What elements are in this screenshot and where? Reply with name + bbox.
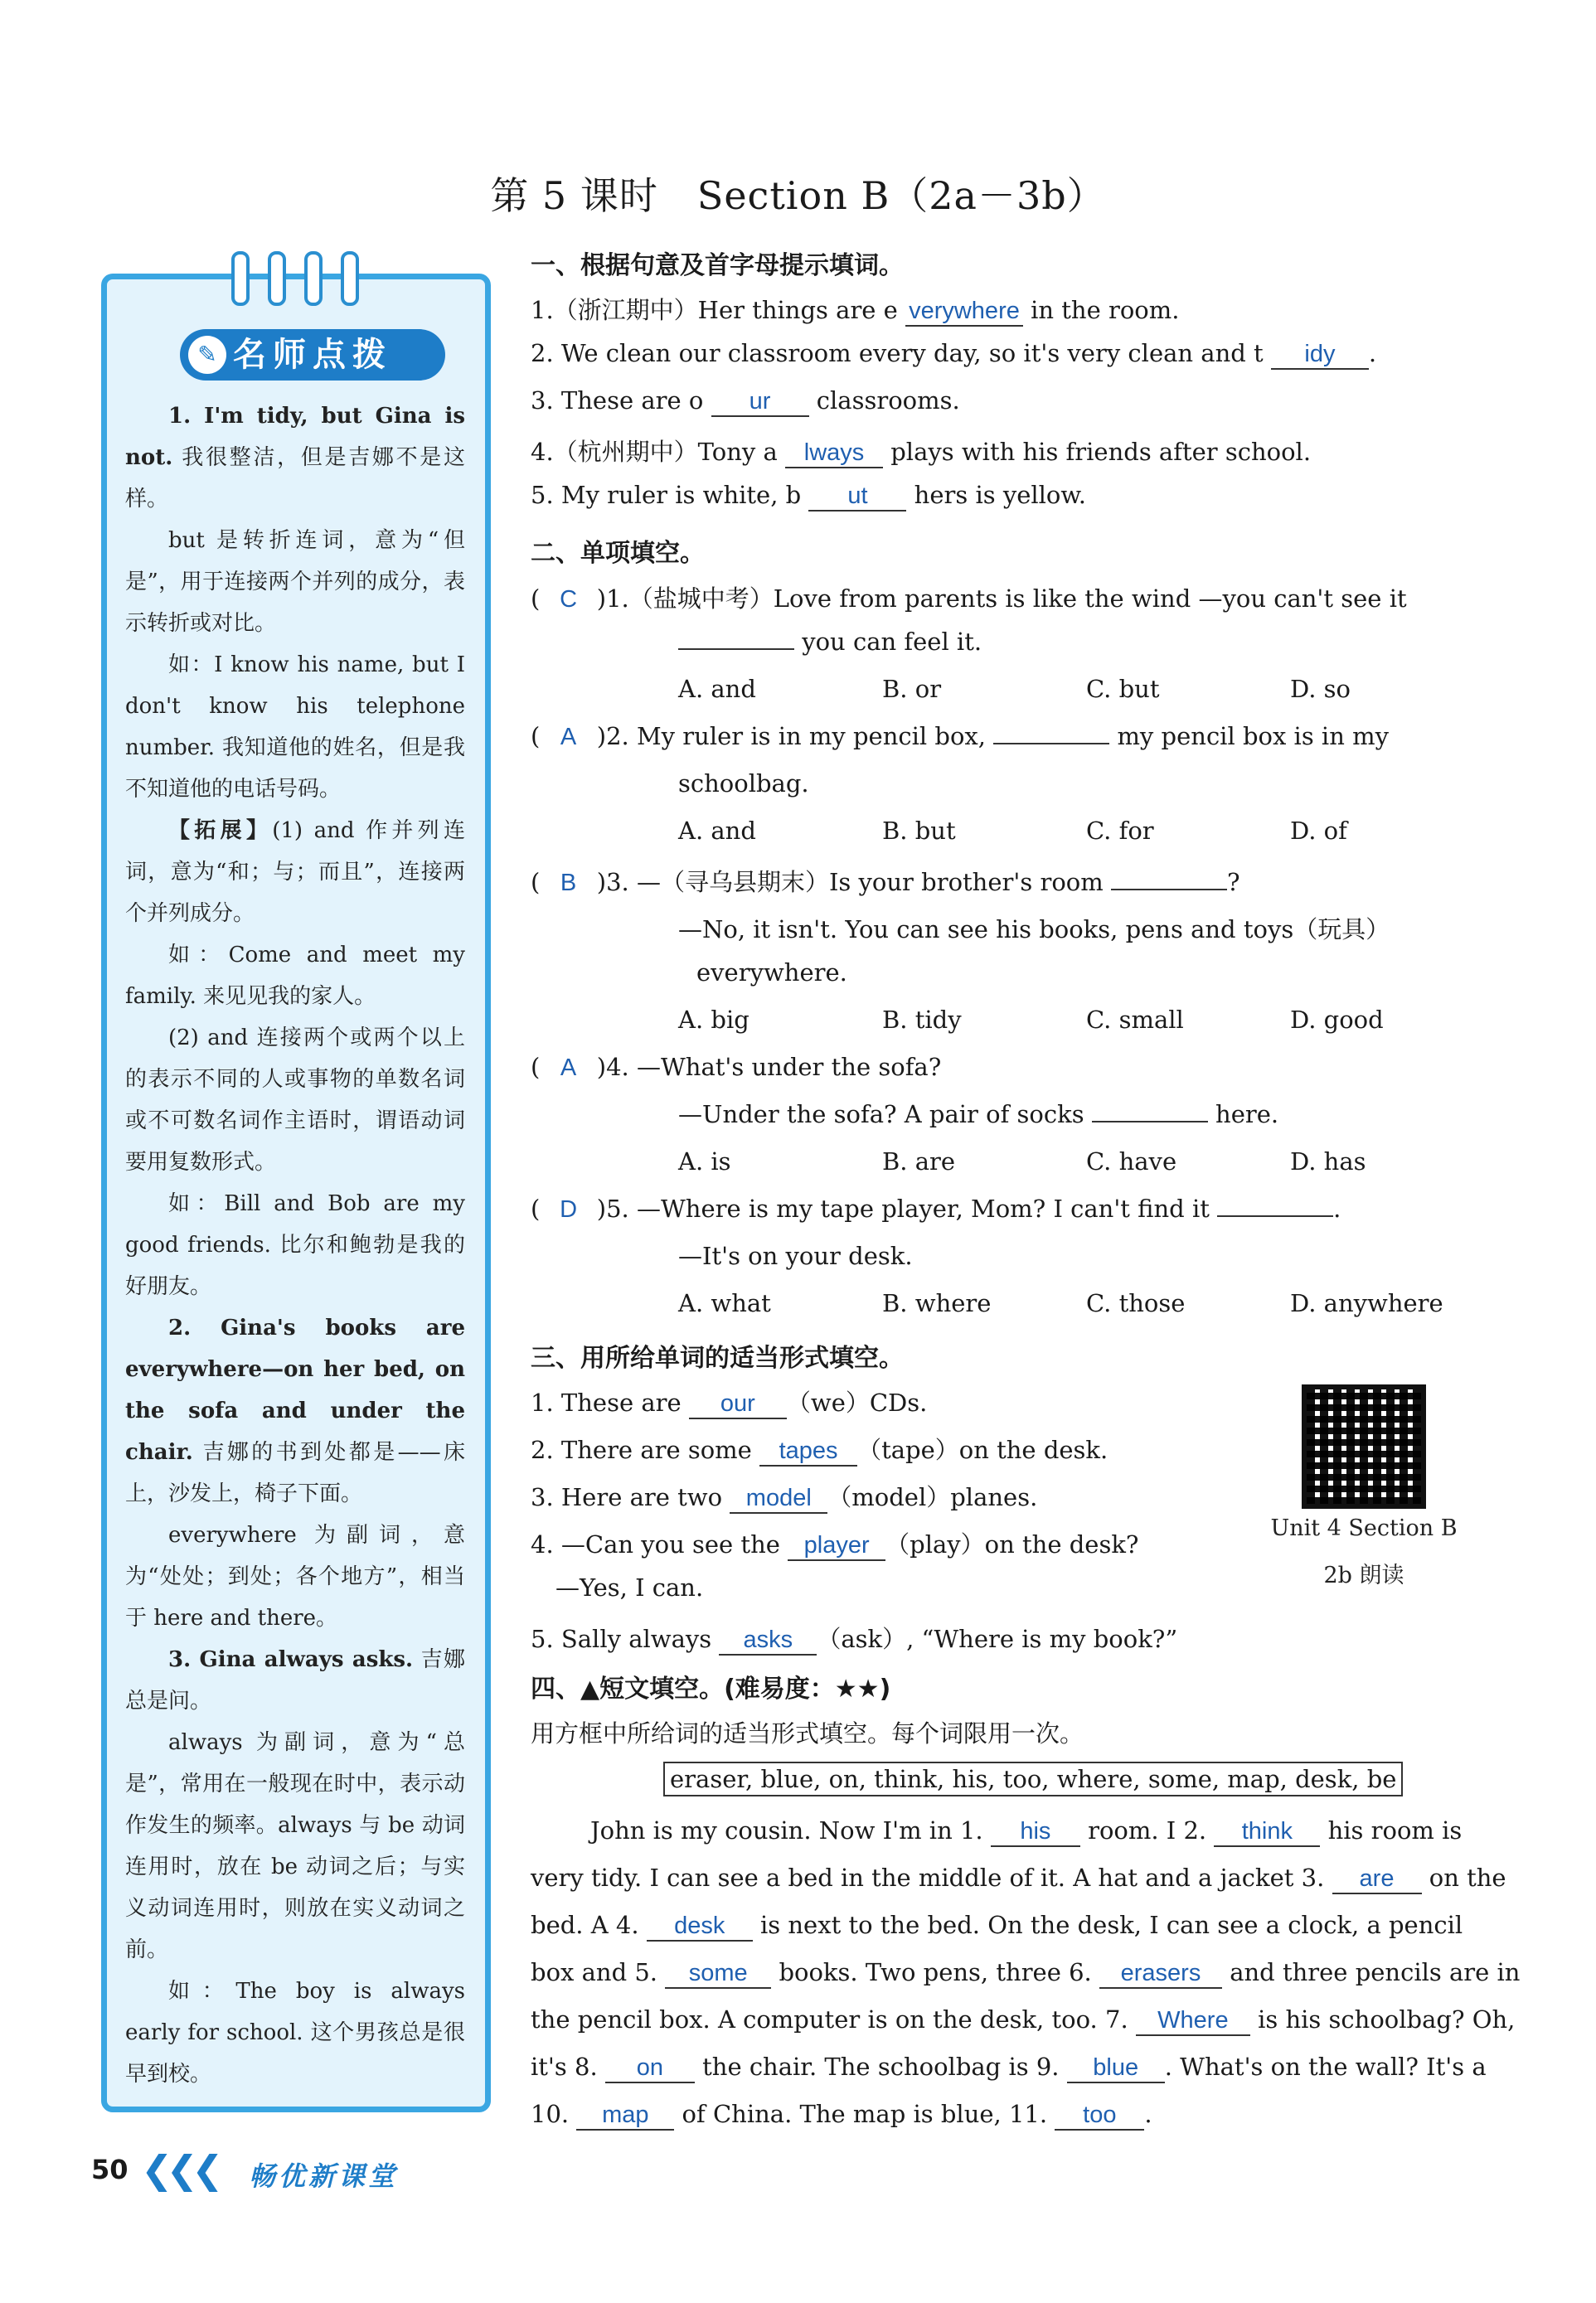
mc-stem: 3. —（寻乌县期末）Is your brother's room [606,868,1104,896]
answer-blank [1092,1121,1208,1122]
fill-answer: idy [1271,341,1369,370]
form-item: 2. There are some tapes （tape）on the desk. [531,1432,1108,1467]
mc-stem: 1.（盐城中考）Love from parents is like the wind —you can't see it [606,584,1407,613]
mc-stem: you can feel it. [802,628,982,656]
sidebar-paragraph: 3. Gina always asks. 吉娜总是问。 [125,1647,465,1714]
mc-option: A. and [678,817,756,845]
mc-option: D. good [1290,1006,1384,1034]
sidebar-header [180,329,445,381]
mc-option: D. so [1290,675,1351,703]
mc-options-1 [678,675,1494,703]
pen-icon: ✎ [188,336,226,374]
passage-line: 10. map of China. The map is blue, 11. too . [531,2100,1152,2131]
mc-question-3: ( B )3. —（寻乌县期末）Is your brother's room ? [531,868,1240,896]
mc-answer: A [560,1055,577,1081]
fill-item: 3. These are o ur classrooms. [531,386,960,417]
fill-item: 5. My ruler is white, b ut hers is yellow. [531,481,1086,512]
mc-option: D. has [1290,1147,1366,1176]
mc-option: D. of [1290,817,1347,845]
mc-option: B. tidy [882,1006,962,1034]
passage-answer: Where [1136,2007,1250,2036]
mc-option: A. and [678,675,756,703]
chevron-left-icon: ❮❮❮ [141,2147,217,2192]
fill-answer: verywhere [905,298,1023,327]
sidebar-paragraph: (2) and 连接两个或两个以上的表示不同的人或事物的单数名词或不可数名词作主语时，谓语动词要用复数形式。 [125,1025,465,1175]
mc-stem: —It's on your desk. [678,1242,913,1270]
binder-rings [231,251,377,309]
passage-answer: his [991,1818,1080,1847]
sidebar-paragraph: 如：Come and meet my family. 来见见我的家人。 [125,943,465,1009]
mc-option: C. but [1086,675,1160,703]
mc-question-5: ( D )5. —Where is my tape player, Mom? I can't find it . [531,1195,1341,1223]
sidebar-body [125,395,465,2095]
mc-stem: . [1333,1195,1341,1223]
qr-caption: Unit 4 Section B [1270,1515,1458,1541]
answer-blank [1111,889,1227,890]
mc-option: C. for [1086,817,1154,845]
brand-name: 畅优新课堂 [249,2160,399,2192]
ring-icon [341,251,359,306]
part4-instruction: 用方框中所给词的适当形式填空。每个词限用一次。 [531,1719,1084,1748]
mc-option: C. have [1086,1147,1177,1176]
form-item: —Yes, I can. [555,1573,704,1602]
fill-item: 1.（浙江期中）Her things are e verywhere in the room. [531,292,1179,327]
sidebar-paragraph: 如：I know his name, but I don't know his telephone number. 我知道他的姓名，但是我不知道他的电话号码。 [125,652,465,802]
mc-stem: —No, it isn't. You can see his books, pens and toys（玩具） [678,915,1390,943]
ring-icon [268,251,286,306]
part2-heading: 二、单项填空。 [531,539,705,568]
passage-answer: blue [1067,2054,1165,2083]
form-item: 3. Here are two model （model）planes. [531,1479,1037,1514]
mc-stem: schoolbag. [678,769,809,798]
form-answer: tapes [759,1438,857,1467]
mc-answer: C [560,586,578,613]
mc-question-1-line2 [678,628,982,656]
mc-stem: —Under the sofa? A pair of socks [678,1100,1084,1128]
qr-code-icon[interactable] [1302,1384,1426,1509]
ring-icon [231,251,250,306]
mc-question-4: ( A )4. —What's under the sofa? [531,1053,942,1081]
form-answer: player [788,1532,885,1561]
ring-icon [304,251,323,306]
mc-question-2: ( A )2. My ruler is in my pencil box, my pencil box is in my [531,722,1389,750]
mc-option: B. are [882,1147,956,1176]
page-title: 第 5 课时 Section B（2a－3b） [490,173,1106,218]
fill-item: 2. We clean our classroom every day, so it's very clean and t idy . [531,339,1376,370]
part3-heading: 三、用所给单词的适当形式填空。 [531,1344,904,1373]
word-box [663,1762,1403,1796]
mc-option: A. what [678,1289,771,1317]
passage-line: very tidy. I can see a bed in the middle of it. A hat and a jacket 3. are on the [531,1864,1506,1894]
passage-line: box and 5. some books. Two pens, three 6. erasers and three pencils are in [531,1958,1520,1989]
form-item: 5. Sally always asks （ask）, “Where is my book?” [531,1621,1177,1656]
mc-options-3 [678,1006,1494,1034]
passage-answer: on [605,2054,695,2083]
page-number: 50 [91,2154,129,2185]
mc-stem: everywhere. [696,958,847,987]
answer-blank [678,648,794,650]
form-answer: model [730,1485,827,1514]
mc-options-4 [678,1147,1494,1176]
mc-options-2 [678,817,1494,845]
sidebar-header-text: 名师点拨 [233,336,392,374]
mc-option: C. small [1086,1006,1184,1034]
mc-option: C. those [1086,1289,1186,1317]
mc-option: D. anywhere [1290,1289,1443,1317]
answer-blank [993,743,1109,744]
mc-question-1: ( C )1.（盐城中考）Love from parents is like the wind —you can't see it [531,584,1407,613]
tip-sidebar [101,274,491,2112]
mc-stem: 5. —Where is my tape player, Mom? I can't find it [606,1195,1210,1223]
sidebar-paragraph: everywhere 为副词，意为“处处；到处；各个地方”，相当于 here and there。 [125,1523,465,1631]
fill-answer: ut [808,482,906,512]
sidebar-paragraph: always 为副词，意为“总是”，常用在一般现在时中，表示动作发生的频率。always 与 be 动词连用时，放在 be 动词之后；与实义动词连用时，则放在实义动词之前。 [125,1730,465,1962]
mc-option: A. is [678,1147,731,1176]
mc-answer: D [560,1196,578,1223]
passage-line: bed. A 4. desk is next to the bed. On the desk, I can see a clock, a pencil [531,1911,1463,1942]
passage-answer: map [576,2102,674,2131]
form-item: 1. These are our （we）CDs. [531,1384,927,1419]
mc-option: A. big [678,1006,749,1034]
sidebar-paragraph: 如：The boy is always early for school. 这个男孩总是很早到校。 [125,1979,465,2087]
form-item: 4. —Can you see the player （play）on the desk? [531,1526,1138,1561]
form-answer: our [689,1390,787,1419]
mc-options-5 [678,1289,1494,1317]
passage-line: John is my cousin. Now I'm in 1. his room. I 2. think his room is [590,1816,1462,1847]
part4-heading: 四、▲短文填空。(难易度：★★) [531,1675,891,1704]
word-box-text: eraser, blue, on, think, his, too, where, some, map, desk, be [663,1762,1403,1796]
mc-question-4-line2 [678,1100,1278,1128]
mc-answer: B [560,870,577,896]
mc-answer: A [560,724,577,750]
mc-stem: my pencil box is in my [1117,722,1389,750]
passage-answer: think [1214,1818,1320,1847]
mc-option: B. but [882,817,956,845]
passage-answer: too [1055,2102,1144,2131]
passage-line: the pencil box. A computer is on the desk, too. 7. Where is his schoolbag? Oh, [531,2005,1515,2036]
mc-stem: ? [1226,868,1240,896]
sidebar-paragraph: 如：Bill and Bob are my good friends. 比尔和鲍勃是我的好朋友。 [125,1191,465,1299]
passage-answer: desk [647,1913,753,1942]
form-answer: asks [719,1627,817,1656]
mc-option: B. or [882,675,942,703]
passage-answer: erasers [1099,1960,1222,1989]
mc-stem: 2. My ruler is in my pencil box, [606,722,986,750]
answer-blank [1217,1215,1333,1217]
qr-caption: 2b 朗读 [1323,1563,1404,1588]
passage-answer: some [665,1960,771,1989]
passage-line: it's 8. on the chair. The schoolbag is 9. blue . What's on the wall? It's a [531,2053,1487,2083]
part1-heading: 一、根据句意及首字母提示填词。 [531,251,904,280]
mc-stem: 4. —What's under the sofa? [606,1053,942,1081]
passage-answer: are [1332,1865,1422,1894]
sidebar-paragraph: 1. I'm tidy, but Gina is not. 我很整洁，但是吉娜不是这样。 [125,404,465,512]
mc-stem: here. [1215,1100,1279,1128]
mc-option: B. where [882,1289,992,1317]
sidebar-paragraph: 【拓展】(1) and 作并列连词，意为“和；与；而且”，连接两个并列成分。 [125,818,465,926]
sidebar-paragraph: but 是转折连词，意为“但是”，用于连接两个并列的成分，表示转折或对比。 [125,528,465,636]
fill-answer: ur [711,388,809,417]
fill-answer: lways [785,439,883,468]
sidebar-paragraph: 2. Gina's books are everywhere—on her bed, on the sofa and under the chair. 吉娜的书到处都是——床上，沙发上，椅子下面。 [125,1316,465,1506]
fill-item: 4.（杭州期中）Tony a lways plays with his friends after school. [531,434,1311,468]
